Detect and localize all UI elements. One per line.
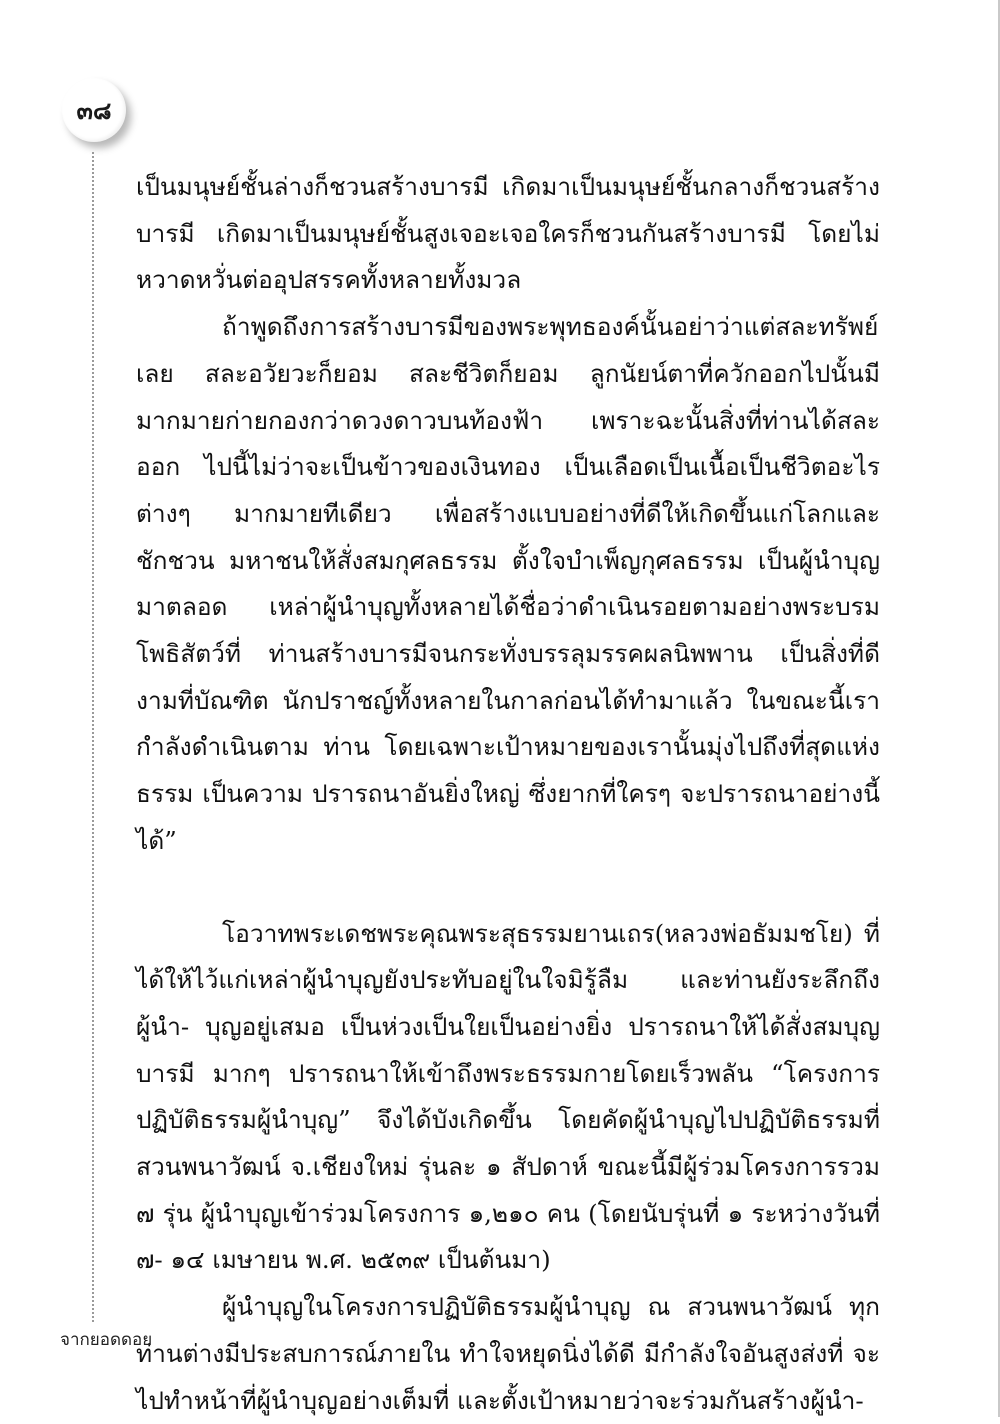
footer-book-title: จากยอดดอย (60, 1330, 153, 1350)
page-number: ๓๘ (76, 95, 112, 125)
paragraph-4: ผู้นำบุญในโครงการปฏิบัติธรรมผู้นำบุญ ณ สวนพนาวัฒน์ ทุกท่านต่างมีประสบการณ์ภายใน ทำใจหยุดนิ่งได้ดี มีกำลังใจอันสูงส่งที่ จะไปทำหน้าที่ผู้นำบุญอย่างเต็มที่ และตั้งเป้าหมายว่าจะร่วมกันสร้างผู้นำ- (136, 1292, 880, 1415)
body-text (136, 164, 880, 1424)
paragraph-2: ถ้าพูดถึงการสร้างบารมีของพระพุทธองค์นั้นอย่าว่าแต่สละทรัพย์เลย สละอวัยวะก็ยอม สละชีวิตก็ยอม ลูกนัยน์ตาที่ควักออกไปนั้นมี มากมายก่ายกองกว่าดวงดาวบนท้องฟ้า เพราะฉะนั้นสิ่งที่ท่านได้สละออก ไปนี้ไม่ว่าจะเป็นข้าวของเงินทอง เป็นเลือดเป็นเนื้อเป็นชีวิตอะไรต่างๆ มากมายทีเดียว เพื่อสร้างแบบอย่างที่ดีให้เกิดขึ้นแก่โลกและชักชวน มหาชนให้สั่งสมกุศลธรรม ตั้งใจบำเพ็ญกุศลธรรม เป็นผู้นำบุญมาตลอด เหล่าผู้นำบุญทั้งหลายได้ชื่อว่าดำเนินรอยตามอย่างพระบรมโพธิสัตว์ที่ ท่านสร้างบารมีจนกระทั่งบรรลุมรรคผลนิพพาน เป็นสิ่งที่ดีงามที่บัณฑิต นักปราชญ์ทั้งหลายในกาลก่อนได้ทำมาแล้ว ในขณะนี้เรากำลังดำเนินตาม ท่าน โดยเฉพาะเป้าหมายของเรานั้นมุ่งไปถึงที่สุดแห่งธรรม เป็นความ ปรารถนาอันยิ่งใหญ่ ซึ่งยากที่ใครๆ จะปรารถนาอย่างนี้ได้” (136, 312, 880, 855)
paragraph-1: เป็นมนุษย์ชั้นล่างก็ชวนสร้างบารมี เกิดมาเป็นมนุษย์ชั้นกลางก็ชวนสร้าง บารมี เกิดมาเป็นมนุษย์ชั้นสูงเจอะเจอใครก็ชวนกันสร้างบารมี โดยไม่ หวาดหวั่นต่ออุปสรรคทั้งหลายทั้งมวล (136, 172, 880, 295)
dotted-margin-rule (92, 152, 94, 1322)
paragraph-3: โอวาทพระเดชพระคุณพระสุธรรมยานเถร(หลวงพ่อธัมมชโย) ที่ ได้ให้ไว้แก่เหล่าผู้นำบุญยังประทับอยู่ในใจมิรู้ลืม และท่านยังระลึกถึงผู้นำ- บุญอยู่เสมอ เป็นห่วงเป็นใยเป็นอย่างยิ่ง ปรารถนาให้ได้สั่งสมบุญบารมี มากๆ ปรารถนาให้เข้าถึงพระธรรมกายโดยเร็วพลัน “โครงการ ปฏิบัติธรรมผู้นำบุญ” จึงได้บังเกิดขึ้น โดยคัดผู้นำบุญไปปฏิบัติธรรมที่ สวนพนาวัฒน์ จ.เชียงใหม่ รุ่นละ ๑ สัปดาห์ ขณะนี้มีผู้ร่วมโครงการรวม ๗ รุ่น ผู้นำบุญเข้าร่วมโครงการ ๑,๒๑๐ คน (โดยนับรุ่นที่ ๑ ระหว่างวันที่ ๗- ๑๔ เมษายน พ.ศ. ๒๕๓๙ เป็นต้นมา) (136, 918, 880, 1275)
page-number-badge (62, 78, 126, 142)
